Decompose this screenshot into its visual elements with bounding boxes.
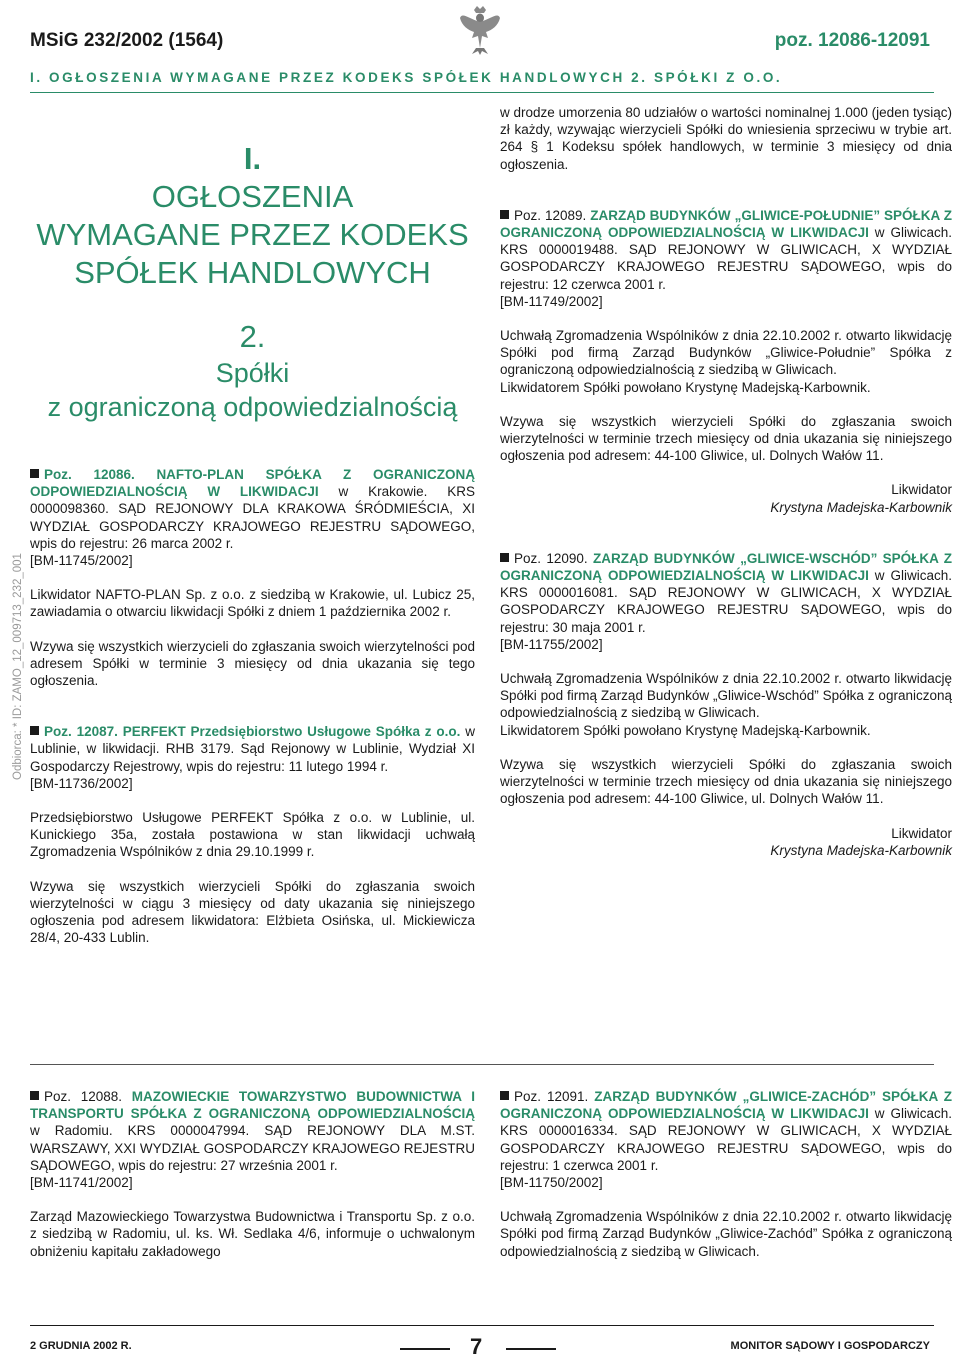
bullet-square-icon bbox=[30, 726, 39, 735]
footer-divider bbox=[30, 1325, 934, 1326]
paragraph: Likwidator NAFTO-PLAN Sp. z o.o. z siedzibą w Krakowie, ul. Lubicz 25, zawiadamia o otwarciu likwidacji Spółki z dniem 1 października 2002 r. bbox=[30, 587, 475, 620]
announcement-12087: Poz. 12087. PERFEKT Przedsiębiorstwo Usługowe Spółka z o.o. w Lublinie, w likwidacji. RHB 3179. Sąd Rejonowy w Lublinie, Wydział XI Gospodarczy Rejestrowy, wpis do rejestru: 11 lutego 1994 r. bbox=[30, 724, 475, 774]
paragraph: Likwidatorem Spółki powołano Krystynę Madejską-Karbownik. bbox=[500, 379, 871, 395]
reference: [BM-11749/2002] bbox=[500, 293, 603, 309]
bullet-square-icon bbox=[30, 469, 39, 478]
paragraph: Wzywa się wszystkich wierzycieli Spółki do zgłaszania swoich wierzytelności w terminie trzech miesięcy od dnia ukazania się niniejszego ogłoszenia pod adresem: 44-100 Gliwice, ul. Dolnych Wałów 11. bbox=[500, 413, 952, 464]
polish-eagle-emblem-icon bbox=[458, 4, 502, 56]
bullet-square-icon bbox=[30, 1091, 39, 1100]
positions-range: poz. 12086-12091 bbox=[774, 30, 930, 51]
reference: [BM-11755/2002] bbox=[500, 636, 603, 652]
divider bbox=[30, 1064, 934, 1065]
announcement-12088: Poz. 12088. MAZOWIECKIE TOWARZYSTWO BUDOWNICTWA I TRANSPORTU SPÓŁKA Z OGRANICZONĄ ODPOWIEDZIALNOŚCIĄ w Radomiu. KRS 0000047994. SĄD REJONOWY DLA M.ST. WARSZAWY, XXI WYDZIAŁ GOSPODARCZY KRAJOWEGO REJESTRU SĄDOWEGO, wpis do rejestru: 27 września 2001 r. bbox=[30, 1089, 475, 1173]
paragraph: Przedsiębiorstwo Usługowe PERFEKT Spółka z o.o. w Lublinie, ul. Kunickiego 35a, została postawiona w stan likwidacji uchwałą Zgromadzenia Wspólników z dnia 29.10.1999 r. bbox=[30, 810, 475, 860]
paragraph: Zarząd Mazowieckiego Towarzystwa Budownictwa i Transportu Sp. z o.o. z siedzibą w Radomiu, ul. ks. Wł. Sedlaka 4/6, informuje o uchwalonym obniżeniu kapitału zakładowego bbox=[30, 1209, 475, 1259]
section-title bbox=[30, 140, 475, 424]
paragraph: Uchwałą Zgromadzenia Wspólników z dnia 22.10.2002 r. otwarto likwidację Spółki pod firmą Zarząd Budynków „Gliwice-Południe” Spółka z ograniczoną odpowiedzialnością z siedzibą w Gliwicach. bbox=[500, 328, 952, 378]
right-column-bottom bbox=[500, 1088, 952, 1260]
paragraph: Uchwałą Zgromadzenia Wspólników z dnia 22.10.2002 r. otwarto likwidację Spółki pod firmą Zarząd Budynków „Gliwice-Zachód” Spółka z ograniczoną odpowiedzialnością z siedzibą w Gliwicach. bbox=[500, 1209, 952, 1259]
page-number-dash bbox=[400, 1348, 450, 1350]
issue-number: MSiG 232/2002 (1564) bbox=[30, 30, 224, 51]
announcement-12091: Poz. 12091. ZARZĄD BUDYNKÓW „GLIWICE-ZACHÓD” SPÓŁKA Z OGRANICZONĄ ODPOWIEDZIALNOŚCIĄ W LIKWIDACJI w Gliwicach. KRS 0000016334. SĄD REJONOWY W GLIWICACH, X WYDZIAŁ GOSPODARCZY KRAJOWEGO REJESTRU SĄDOWEGO, wpis do rejestru: 1 czerwca 2001 r. bbox=[500, 1089, 952, 1173]
paragraph: Wzywa się wszystkich wierzycieli Spółki do zgłaszania swoich wierzytelności w terminie trzech miesięcy od dnia ukazania się niniejszego ogłoszenia pod adresem: 44-100 Gliwice, ul. Dolnych Wałów 11. bbox=[500, 756, 952, 807]
title-line: OGŁOSZENIA bbox=[151, 179, 354, 214]
bullet-square-icon bbox=[500, 1091, 509, 1100]
title-line: SPÓŁEK HANDLOWYCH bbox=[74, 255, 431, 290]
paragraph: Uchwałą Zgromadzenia Wspólników z dnia 22.10.2002 r. otwarto likwidację Spółki pod firmą Zarząd Budynków „Gliwice-Wschód” Spółka z ograniczoną odpowiedzialnością z siedzibą w Gliwicach. bbox=[500, 671, 952, 721]
subtitle-number: 2. bbox=[239, 319, 266, 354]
issue-date: 2 GRUDNIA 2002 R. bbox=[30, 1340, 132, 1352]
page-number-dash bbox=[506, 1348, 556, 1350]
divider bbox=[30, 92, 934, 93]
announcement-12086: Poz. 12086. NAFTO-PLAN SPÓŁKA Z OGRANICZONĄ ODPOWIEDZIALNOŚCIĄ W LIKWIDACJI w Krakowie. KRS 0000098360. SĄD REJONOWY DLA KRAKOWA ŚRÓDMIEŚCIA, XI WYDZIAŁ GOSPODARCZY KRAJOWEGO REJESTRU SĄDOWEGO, wpis do rejestru: 26 marca 2002 r. bbox=[30, 467, 475, 551]
announcement-12089: Poz. 12089. ZARZĄD BUDYNKÓW „GLIWICE-POŁUDNIE” SPÓŁKA Z OGRANICZONĄ ODPOWIEDZIALNOŚCIĄ W LIKWIDACJI w Gliwicach. KRS 0000019488. SĄD REJONOWY W GLIWICACH, X WYDZIAŁ GOSPODARCZY KRAJOWEGO REJESTRU SĄDOWEGO, wpis do rejestru: 12 czerwca 2001 r. bbox=[500, 207, 952, 292]
paragraph: Wzywa się wszystkich wierzycieli do zgłaszania swoich wierzytelności pod adresem Spółki w terminie 3 miesięcy od dnia ukazania się tego ogłoszenia. bbox=[30, 638, 475, 689]
left-column bbox=[30, 466, 475, 946]
signature-name: Krystyna Madejska-Karbownik bbox=[770, 499, 952, 515]
title-line: WYMAGANE PRZEZ KODEKS bbox=[36, 217, 469, 252]
title-roman: I. bbox=[243, 141, 262, 176]
left-column-bottom bbox=[30, 1088, 475, 1260]
reference: [BM-11736/2002] bbox=[30, 775, 133, 791]
bullet-square-icon bbox=[500, 553, 509, 562]
recipient-id: Odbiorca: * ID: ZAMO_12_009713_232_001 bbox=[12, 553, 24, 780]
bullet-square-icon bbox=[500, 210, 509, 219]
signature-role: Likwidator bbox=[891, 482, 952, 498]
reference: [BM-11745/2002] bbox=[30, 553, 133, 569]
signature-role: Likwidator bbox=[891, 825, 952, 841]
paragraph: Wzywa się wszystkich wierzycieli Spółki do zgłaszania swoich wierzytelności w ciągu 3 miesięcy od daty ukazania się niniejszego ogłoszenia pod adresem likwidatora: Elżbieta Osińska, ul. Mickiewicza 28/4, 20-433 Lublin. bbox=[30, 878, 475, 946]
section-strip: I. OGŁOSZENIA WYMAGANE PRZEZ KODEKS SPÓŁEK HANDLOWYCH 2. SPÓŁKI Z O.O. bbox=[30, 70, 783, 85]
right-column bbox=[500, 104, 952, 859]
paragraph: Likwidatorem Spółki powołano Krystynę Madejską-Karbownik. bbox=[500, 722, 871, 738]
announcement-12090: Poz. 12090. ZARZĄD BUDYNKÓW „GLIWICE-WSCHÓD” SPÓŁKA Z OGRANICZONĄ ODPOWIEDZIALNOŚCIĄ W LIKWIDACJI w Gliwicach. KRS 0000016081. SĄD REJONOWY W GLIWICACH, X WYDZIAŁ GOSPODARCZY KRAJOWEGO REJESTRU SĄDOWEGO, wpis do rejestru: 30 maja 2001 r. bbox=[500, 550, 952, 635]
subtitle-line: z ograniczoną odpowiedzialnością bbox=[47, 392, 458, 422]
reference: [BM-11750/2002] bbox=[500, 1175, 603, 1191]
paragraph: w drodze umorzenia 80 udziałów o wartości nominalnej 1.000 (jeden tysiąc) zł każdy, wzywając wierzycieli Spółki do wniesienia sprzeciwu w trybie art. 264 § 1 Kodeksu spółek handlowych, w terminie 3 miesięcy od dnia ogłoszenia. bbox=[500, 105, 952, 172]
reference: [BM-11741/2002] bbox=[30, 1175, 133, 1191]
page-number: 7 bbox=[470, 1334, 483, 1359]
signature-name: Krystyna Madejska-Karbownik bbox=[770, 842, 952, 858]
subtitle-line: Spółki bbox=[215, 358, 290, 388]
publication-name: MONITOR SĄDOWY I GOSPODARCZY bbox=[730, 1340, 930, 1352]
